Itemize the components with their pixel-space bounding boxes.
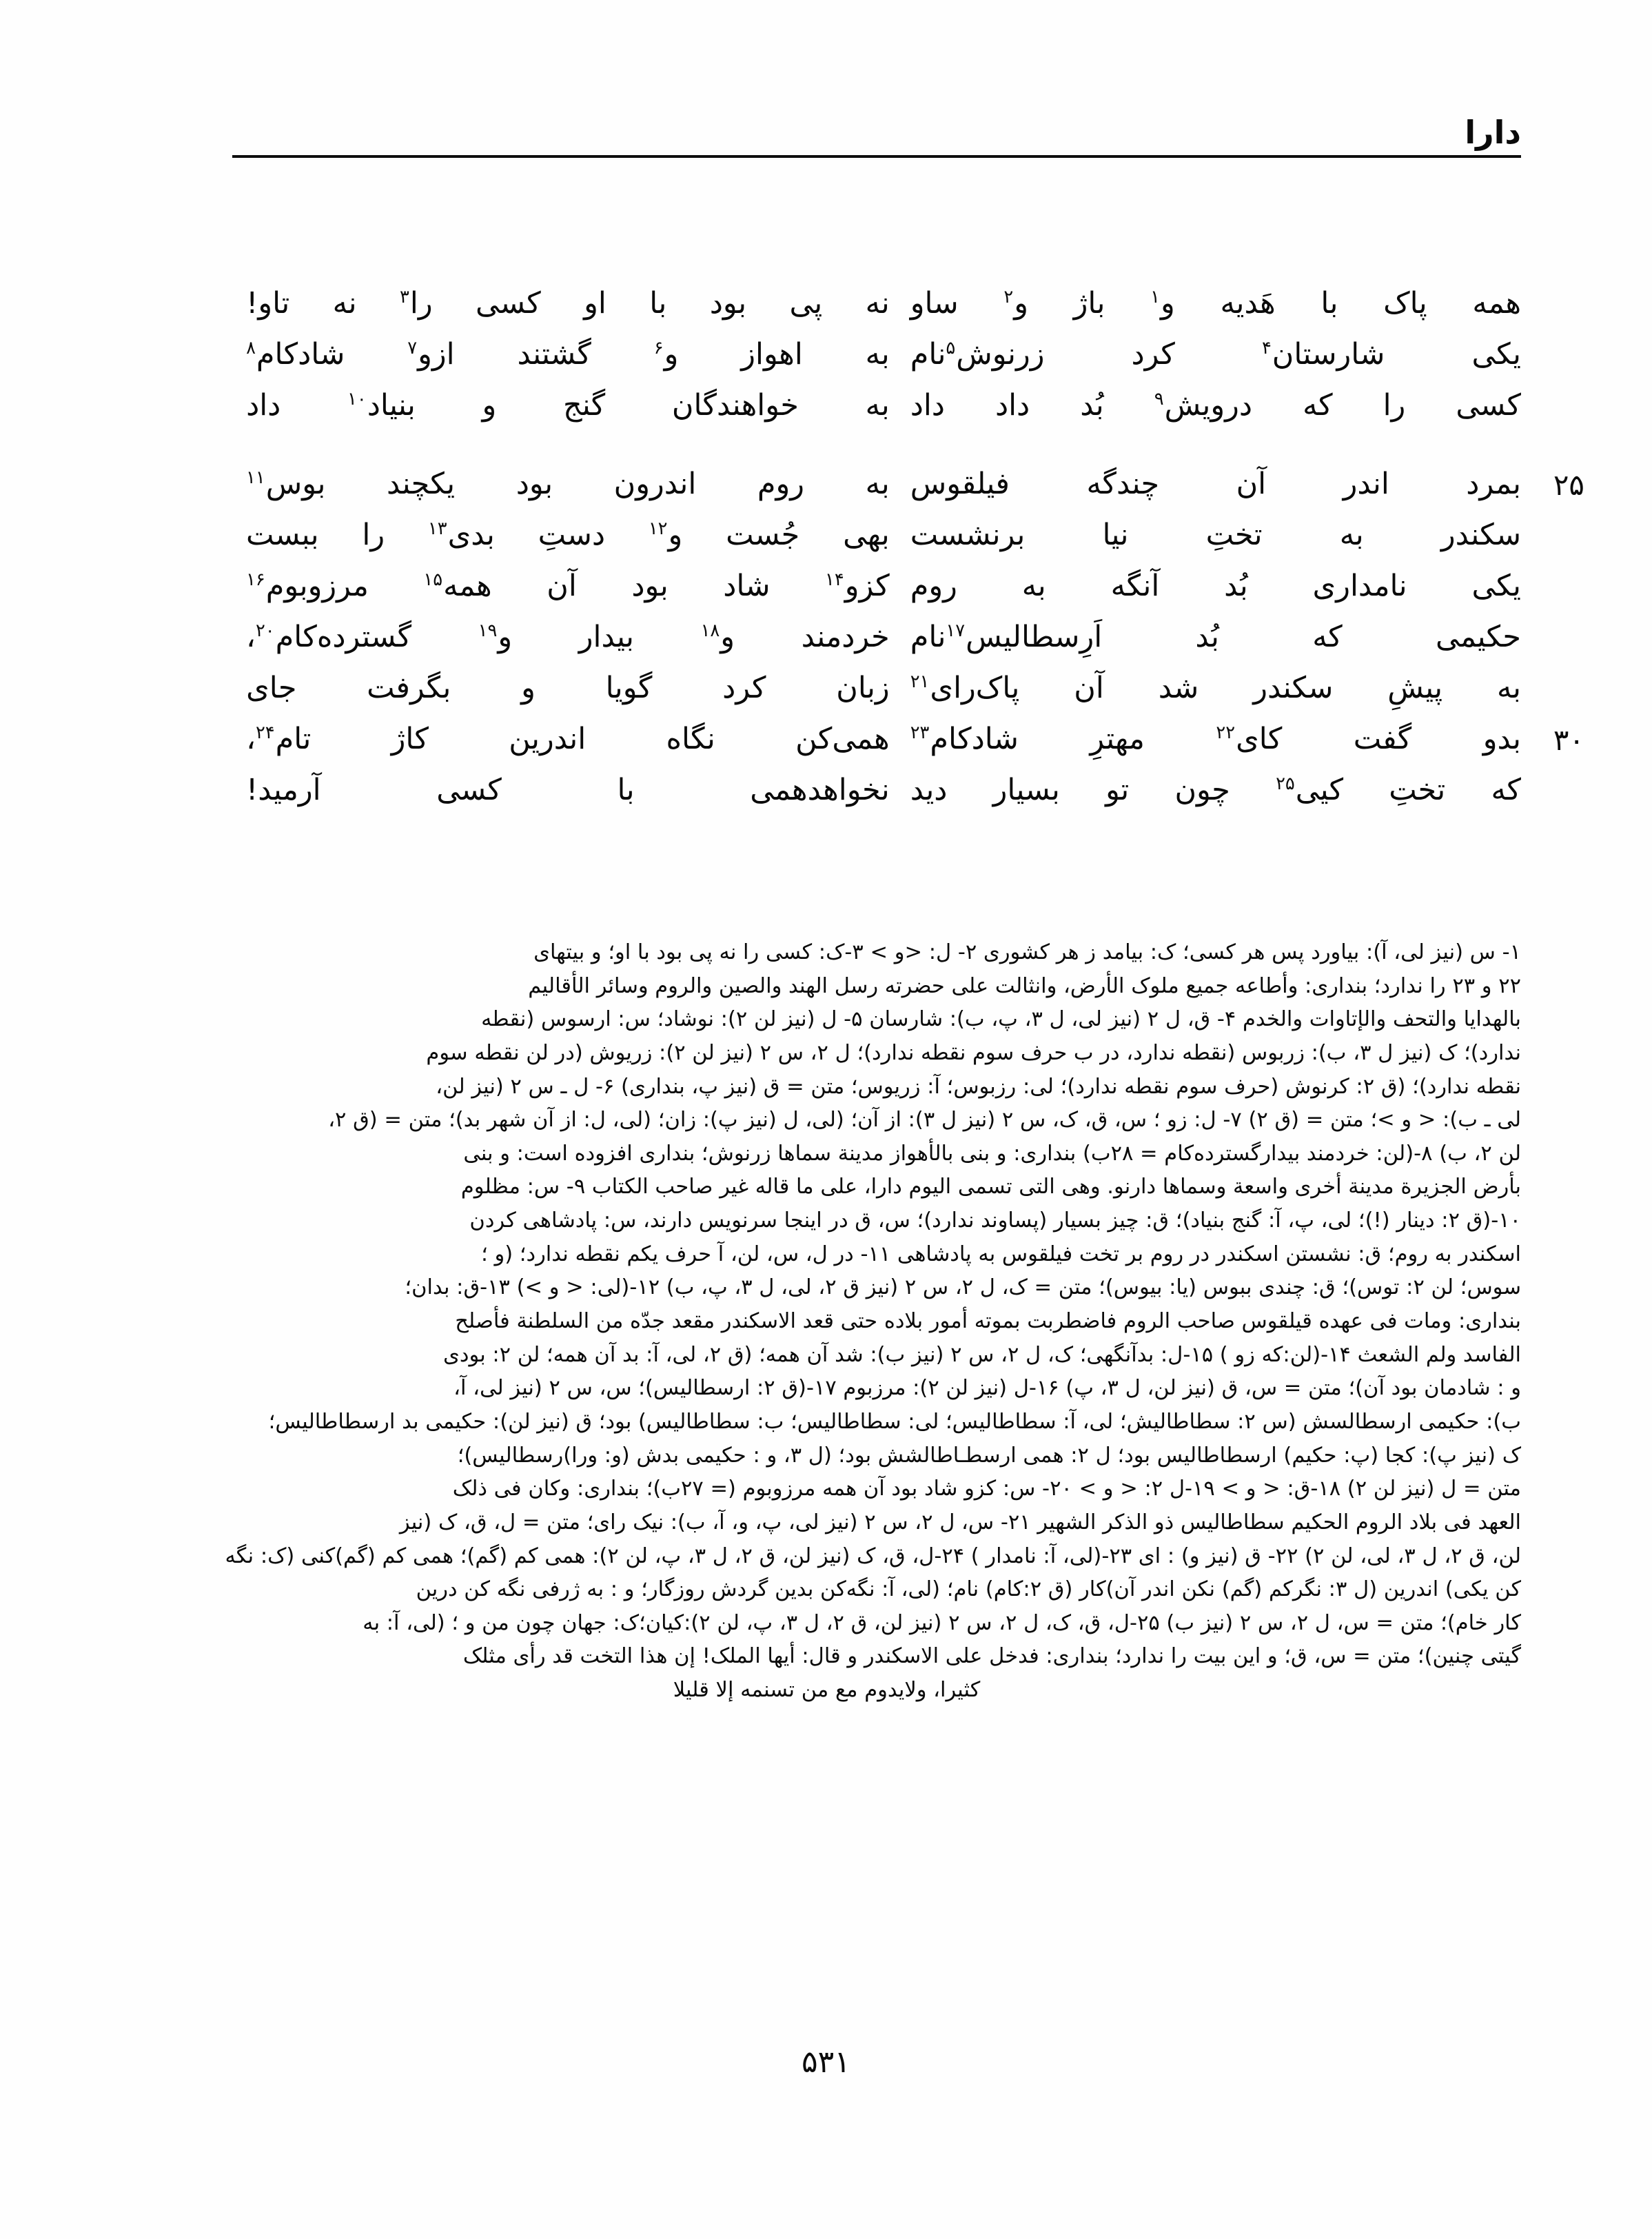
hemistich-right-text: سکندر به تختِ نیا برنشست [910,518,1521,552]
apparatus-line: و : شادمان بود آن)؛ متن = س، ق (نیز لن، ل ۳، پ) ۱۶-ل (نیز لن ۲): مرزبوم ۱۷-(ق ۲: ارسطالیس)؛ س، س ۲ (نیز لی، آ، [453,1376,1521,1401]
couplet-line [232,717,1584,762]
apparatus-line: متن = ل (نیز لن ۲) ۱۸-ق: < و > ۱۹-ل ۲: < و > ۲۰- س: کزو شاد بود آن همه مرزوبوم (= ۲۷ب)؛ بنداری: وکان فی ذلک [452,1477,1521,1501]
apparatus-line: نقطه ندارد)؛ (ق ۲: کرنوش (حرف سوم نقطه ندارد)؛ لی: رزبوس؛ آ: زریوس؛ متن = ق (نیز پ، بنداری) ۶- ل ـ س ۲ (نیز لن، [436,1074,1521,1099]
hemistich-right [890,332,1521,377]
hemistich-right-text: حکیمی که بُد اَرِسطالیس$^{۱۷}$نام [910,620,1521,654]
hemistich-right-text: به پیشِ سکندر شد آن پاک‌رای$^{۲۱}$ [910,671,1521,705]
stanza [232,462,1584,813]
hemistich-left [232,332,890,377]
apparatus-line: کن یکی) اندرین (ل ۳: نگرکم (گم) نکن اندر آن)کار (ق ۲:کام) نام؛ (لی، آ: نگه‌کن بدین گردش روزگار؛ و : به ژرفی نگه کن درین [416,1577,1521,1602]
folio-number: ۵۳۱ [802,2045,850,2080]
hemistich-left-text: بهی جُست و$^{۱۲}$ دستِ بدی$^{۱۳}$ را ببست [246,518,890,552]
hemistich-right [890,768,1521,813]
header-divider-rule [232,155,1521,158]
hemistich-right-text: یکی نامداری بُد آنگه به روم [910,569,1521,603]
apparatus-line: بالهدایا والتحف والإتاوات والخدم ۴- ق، ل ۲ (نیز لی، ل ۳، پ، ب): شارسان ۵- ل (نیز لن ۲): نوشاد؛ س: ارسوس (نقطه [481,1007,1521,1032]
hemistich-left-text: زبان کرد گویا و بگرفت جای [246,671,890,705]
hemistich-right [890,462,1584,507]
apparatus-line: سوس؛ لن ۲: توس)؛ ق: چندی ببوس (یا: بیوس)؛ متن = ک، ل ۲، س ۲ (نیز ق ۲، لی، ل ۳، پ، ب) ۱۲-(لی: < و >) ۱۳-ق: بدان؛ [405,1275,1521,1300]
hemistich-left-text: نخواهدهمی با کسی آرمید! [246,773,890,807]
apparatus-line: لن ۲، ب) ۸-(لن: خردمند بیدارگسترده‌کام = ۲۸ب) بنداری: و بنی بالأهواز مدینة سماها زرنوش؛ بنداری افزوده است: و بنی [463,1141,1521,1166]
couplet-line [232,383,1521,429]
hemistich-right [890,717,1584,762]
couplet-line [232,666,1521,711]
hemistich-left [232,615,890,660]
apparatus-line: لن، ق ۲، ل ۳، لی، لن ۲) ۲۲- ق (نیز و) : ای ۲۳-(لی، آ: نامدار ) ۲۴-ل، ق، ک (نیز لن، ق ۲، ل ۳، پ، لن ۲): همی کم (گم)؛ همی کم (گم)کنی (ک: نگه [225,1543,1521,1568]
couplet-line [232,513,1521,558]
hemistich-left [232,564,890,609]
hemistich-right-text: کسی را که درویش$^۹$ بُد داد داد [910,388,1521,423]
hemistich-left [232,717,890,762]
hemistich-right-text: همه پاک با هَدیه و$^۱$ باژ و$^۲$ ساو [910,286,1521,321]
apparatus-line: ندارد)؛ ک (نیز ل ۳، ب): زربوس (نقطه ندارد، در ب حرف سوم نقطه ندارد)؛ ل ۲، س ۲ (نیز لن ۲): زریوش (در لن نقطه سوم [426,1040,1521,1065]
apparatus-line: کار خام)؛ متن = س، ل ۲، س ۲ (نیز ب) ۲۵-ل، ق، ک، ل ۲، س ۲ (نیز لن، ق ۲، ل ۳، پ، لن ۲):کیان؛ک: جهان چون من و ؛ (لی، آ: به [363,1610,1521,1635]
apparatus-line: ۲۲ و ۲۳ را ندارد؛ بنداری: وأطاعه جمیع ملوک الأرض، وانثالت علی حضرته رسل الهند والصین والروم وسائر الأقالیم [528,973,1521,998]
apparatus-line: بنداری: ومات فی عهده قیلقوس صاحب الروم فاضطربت بموته أمور بلاده حتی قعد الاسکندر مقعد جدّه من السلطنة فأصلح [455,1309,1521,1334]
hemistich-left-text: به روم اندرون بود یکچند بوس$^{۱۱}$ [246,467,890,501]
apparatus-line: ۱- س (نیز لی، آ): بیاورد پس هر کسی؛ ک: بیامد ز هر کشوری ۲- ل: <و > ۳-ک: کسی را نه پی بود با او؛ و بیتهای [533,940,1521,964]
apparatus-line: بأرض الجزیرة مدینة أخری واسعة وسماها دارنو. وهی التی تسمی الیوم دارا، علی ما قاله غیر صاحب الکتاب ۹- س: مظلوم [460,1175,1521,1199]
hemistich-right-text: که تختِ کیی$^{۲۵}$ چون تو بسیار دید [910,773,1521,807]
apparatus-line: الفاسد ولم الشعث ۱۴-(لن:که زو ) ۱۵-ل: بدآنگهی؛ ک، ل ۲، س ۲ (نیز ب): شد آن همه؛ (ق ۲، لی، آ: بد آن همه؛ لن ۲: بودی [443,1342,1521,1367]
stanza [232,281,1521,429]
apparatus-line: لی ـ ب): < و >؛ متن = (ق ۲) ۷- ل: زو ؛ س، ق، ک، س ۲ (نیز ل ۳): از آن؛ (لی، ل (نیز پ): زان؛ (لی، ل: از آن شهر بد)؛ متن = (ق ۲، [328,1108,1521,1133]
couplet-line [232,332,1521,378]
hemistich-left [232,768,890,813]
apparatus-line: ب): حکیمی ارسطالسش (س ۲: سطاطالیش؛ لی، آ: سطاطالیس؛ لی: سطاطالیس؛ ب: سطاطالیس) بود؛ ق (نیز لن): حکیمی بد ارسطاطالیس؛ [268,1409,1521,1434]
hemistich-right-text: یکی شارستان$^۴$ کرد زرنوش$^۵$نام [910,337,1521,372]
couplet-line [232,281,1521,327]
hemistich-right [890,513,1521,558]
running-header [232,116,1521,159]
hemistich-left-text: نه پی بود با او کسی را$^۳$ نه تاو! [246,286,890,321]
apparatus-line: گیتی چنین)؛ متن = س، ق؛ و این بیت را ندارد؛ بنداری: فدخل علی الاسکندر و قال: أیها الملک! إن هذا التخت قد رأی مثلک [462,1644,1521,1669]
couplet-line [232,615,1521,660]
hemistich-right-text: بمرد اندر آن چندگه فیلقوس [910,467,1521,501]
page-title: دارا [1465,114,1521,151]
hemistich-left [232,513,890,558]
hemistich-left [232,281,890,326]
hemistich-left-text: به خواهندگان گنج و بنیاد$^{۱۰}$ داد [246,388,890,423]
hemistich-right [890,615,1521,660]
verse-line-number: ۳۰ [1553,723,1584,757]
hemistich-right [890,383,1521,428]
hemistich-right [890,666,1521,711]
hemistich-right [890,281,1521,326]
couplet-line [232,462,1584,507]
hemistich-left [232,462,890,507]
hemistich-left [232,666,890,711]
apparatus-line: ک (نیز پ): کجا (پ: حکیم) ارسطاطالیس بود؛ ل ۲: همی ارسطـاطالشش بود؛ (ل ۳، و : حکیمی بدش (و: ورا)رسطالیس)؛ [457,1443,1521,1468]
hemistich-left-text: همی‌کن نگاه اندرین کاژ تام$^{۲۴}$، [246,722,890,756]
hemistich-left-text: به اهواز و$^۶$ گشتند ازو$^۷$ شادکام$^۸$ [246,337,890,372]
apparatus-line: العهد فی بلاد الروم الحکیم سطاطالیس ذو الذکر الشهیر ۲۱- س، ل ۲، س ۲ (نیز لی، پ، و، آ، ب): نیک رای؛ متن = ل، ق، ک (نیز [399,1510,1521,1534]
hemistich-left-text: کزو$^{۱۴}$ شاد بود آن همه$^{۱۵}$ مرزوبوم$^{۱۶}$ [246,569,890,603]
verse-line-number: ۲۵ [1553,468,1584,502]
couplet-line [232,768,1521,813]
apparatus-line: کثیرا، ولایدوم مع من تسنمه إلا قلیلا [673,1678,981,1703]
hemistich-left-text: خردمند و$^{۱۸}$ بیدار و$^{۱۹}$ گسترده‌کام$^{۲۰}$، [246,620,890,654]
hemistich-right-text: بدو گفت کای$^{۲۲}$ مهترِ شادکام$^{۲۳}$ [910,722,1521,756]
apparatus-line: ۱۰-(ق ۲: دینار (!)؛ لی، پ، آ: گنج بنیاد)؛ ق: چیز بسیار (پساوند ندارد)؛ س، ق در اینجا سرنویس دارند، س: پادشاهی کردن [469,1208,1521,1233]
critical-apparatus [132,936,1521,1708]
hemistich-left [232,383,890,428]
hemistich-right [890,564,1521,609]
verse-body [232,281,1584,847]
apparatus-line: اسکندر به روم؛ ق: نشستن اسکندر در روم بر تخت فیلقوس به پادشاهی ۱۱- در ل، س، لن، آ حرف یکم نقطه ندارد؛ (و ؛ [481,1242,1521,1266]
couplet-line [232,564,1521,609]
